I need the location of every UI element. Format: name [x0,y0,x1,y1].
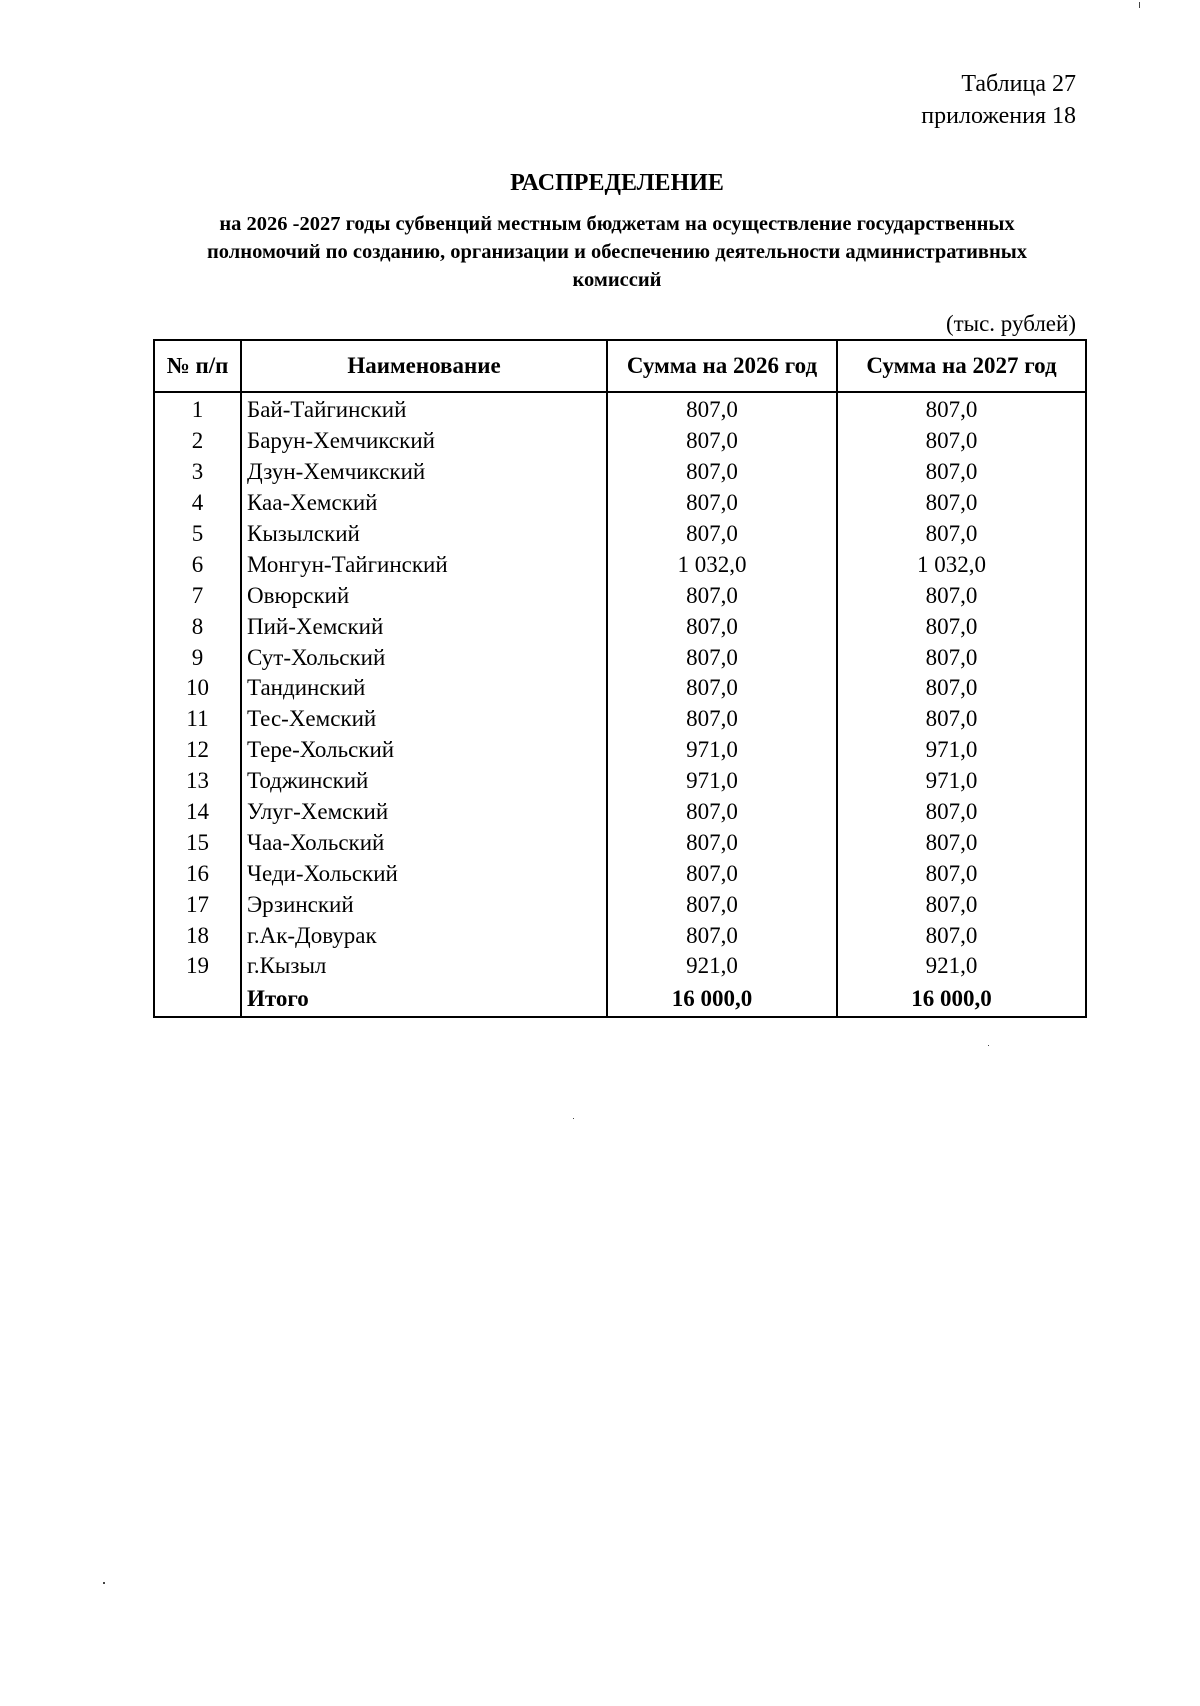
cell-2027: 807,0 [837,457,1086,488]
cell-2026: 971,0 [607,735,837,766]
cell-name: Тандинский [241,673,607,704]
table-row [154,920,1086,951]
cell-name: Каа-Хемский [241,488,607,519]
scan-speck [573,1118,574,1119]
cell-number: 3 [154,457,241,488]
cell-name: Барун-Хемчикский [241,426,607,457]
cell-2027: 807,0 [837,642,1086,673]
cell-number: 6 [154,549,241,580]
table-row [154,457,1086,488]
table-row [154,858,1086,889]
cell-number: 19 [154,951,241,982]
cell-number: 1 [154,392,241,426]
column-header-name: Наименование [241,340,607,392]
table-row [154,766,1086,797]
cell-number: 16 [154,858,241,889]
scan-speck [103,1582,105,1584]
cell-name: Улуг-Хемский [241,797,607,828]
cell-2027: 807,0 [837,827,1086,858]
subtitle-line: полномочий по созданию, организации и обеспечению деятельности административных [206,241,1028,263]
cell-number: 15 [154,827,241,858]
table-row [154,580,1086,611]
table-row [154,735,1086,766]
cell-2027: 971,0 [837,735,1086,766]
table-row [154,951,1086,982]
table-row [154,392,1086,426]
column-header-number: № п/п [154,340,241,392]
table-row [154,797,1086,828]
column-header-2026: Сумма на 2026 год [607,340,837,392]
cell-name: Тере-Хольский [241,735,607,766]
cell-2027: 16 000,0 [837,982,1086,1017]
cell-2026: 807,0 [607,426,837,457]
cell-2026: 807,0 [607,704,837,735]
table-row [154,549,1086,580]
cell-number: 11 [154,704,241,735]
cell-2027: 807,0 [837,889,1086,920]
cell-2027: 921,0 [837,951,1086,982]
distribution-table [153,339,1087,1018]
table-header-row [154,340,1086,392]
cell-number: 9 [154,642,241,673]
cell-number: 17 [154,889,241,920]
cell-name: Эрзинский [241,889,607,920]
cell-number: 18 [154,920,241,951]
cell-name: Монгун-Тайгинский [241,549,607,580]
cell-2027: 971,0 [837,766,1086,797]
cell-2027: 807,0 [837,797,1086,828]
cell-name: Чаа-Хольский [241,827,607,858]
cell-number: 12 [154,735,241,766]
cell-2027: 807,0 [837,519,1086,550]
cell-2027: 807,0 [837,704,1086,735]
units-label: (тыс. рублей) [945,311,1076,336]
cell-2026: 807,0 [607,827,837,858]
cell-2026: 807,0 [607,889,837,920]
subtitle-line: на 2026 -2027 годы субвенций местным бюджетам на осуществление государственных [219,213,1015,235]
cell-2027: 807,0 [837,920,1086,951]
table-row [154,827,1086,858]
cell-name: Овюрский [241,580,607,611]
cell-name: Бай-Тайгинский [241,392,607,426]
table-row [154,673,1086,704]
subtitle-line: комиссий [572,269,662,291]
scan-speck [988,1045,989,1046]
cell-2027: 807,0 [837,488,1086,519]
cell-2027: 807,0 [837,426,1086,457]
cell-number: 14 [154,797,241,828]
cell-2026: 807,0 [607,611,837,642]
table-row [154,488,1086,519]
cell-2027: 807,0 [837,580,1086,611]
cell-2026: 1 032,0 [607,549,837,580]
cell-name: Кызылский [241,519,607,550]
cell-2027: 807,0 [837,392,1086,426]
cell-name: Чеди-Хольский [241,858,607,889]
cell-number: 7 [154,580,241,611]
cell-name: Тоджинский [241,766,607,797]
table-number: Таблица 27 [961,71,1076,97]
cell-number: 4 [154,488,241,519]
cell-name: Пий-Хемский [241,611,607,642]
cell-name: г.Кызыл [241,951,607,982]
table-row [154,519,1086,550]
cell-name: Тес-Хемский [241,704,607,735]
document-title: РАСПРЕДЕЛЕНИЕ [510,170,724,196]
cell-number: 5 [154,519,241,550]
cell-2026: 807,0 [607,858,837,889]
document-subtitle [150,210,1084,294]
cell-2026: 807,0 [607,797,837,828]
appendix-number: приложения 18 [921,103,1076,129]
table-row [154,704,1086,735]
table-row [154,611,1086,642]
cell-2026: 971,0 [607,766,837,797]
cell-number: 10 [154,673,241,704]
cell-2026: 807,0 [607,392,837,426]
table-row [154,426,1086,457]
scan-speck [1139,2,1140,8]
cell-2027: 807,0 [837,611,1086,642]
cell-2026: 921,0 [607,951,837,982]
table-total-row [154,982,1086,1017]
cell-name: Итого [241,982,607,1017]
table-row [154,889,1086,920]
cell-name: Дзун-Хемчикский [241,457,607,488]
cell-2026: 807,0 [607,580,837,611]
cell-2026: 807,0 [607,519,837,550]
cell-2027: 1 032,0 [837,549,1086,580]
table-body [154,392,1086,1017]
cell-2026: 807,0 [607,642,837,673]
cell-2027: 807,0 [837,858,1086,889]
column-header-2027: Сумма на 2027 год [837,340,1086,392]
cell-2026: 807,0 [607,488,837,519]
cell-number: 2 [154,426,241,457]
cell-2026: 807,0 [607,457,837,488]
cell-2026: 807,0 [607,920,837,951]
cell-2026: 16 000,0 [607,982,837,1017]
cell-2026: 807,0 [607,673,837,704]
table-reference [921,68,1076,132]
table-row [154,642,1086,673]
cell-number [154,982,241,1017]
cell-name: Сут-Хольский [241,642,607,673]
cell-2027: 807,0 [837,673,1086,704]
cell-number: 13 [154,766,241,797]
cell-number: 8 [154,611,241,642]
cell-name: г.Ак-Довурак [241,920,607,951]
